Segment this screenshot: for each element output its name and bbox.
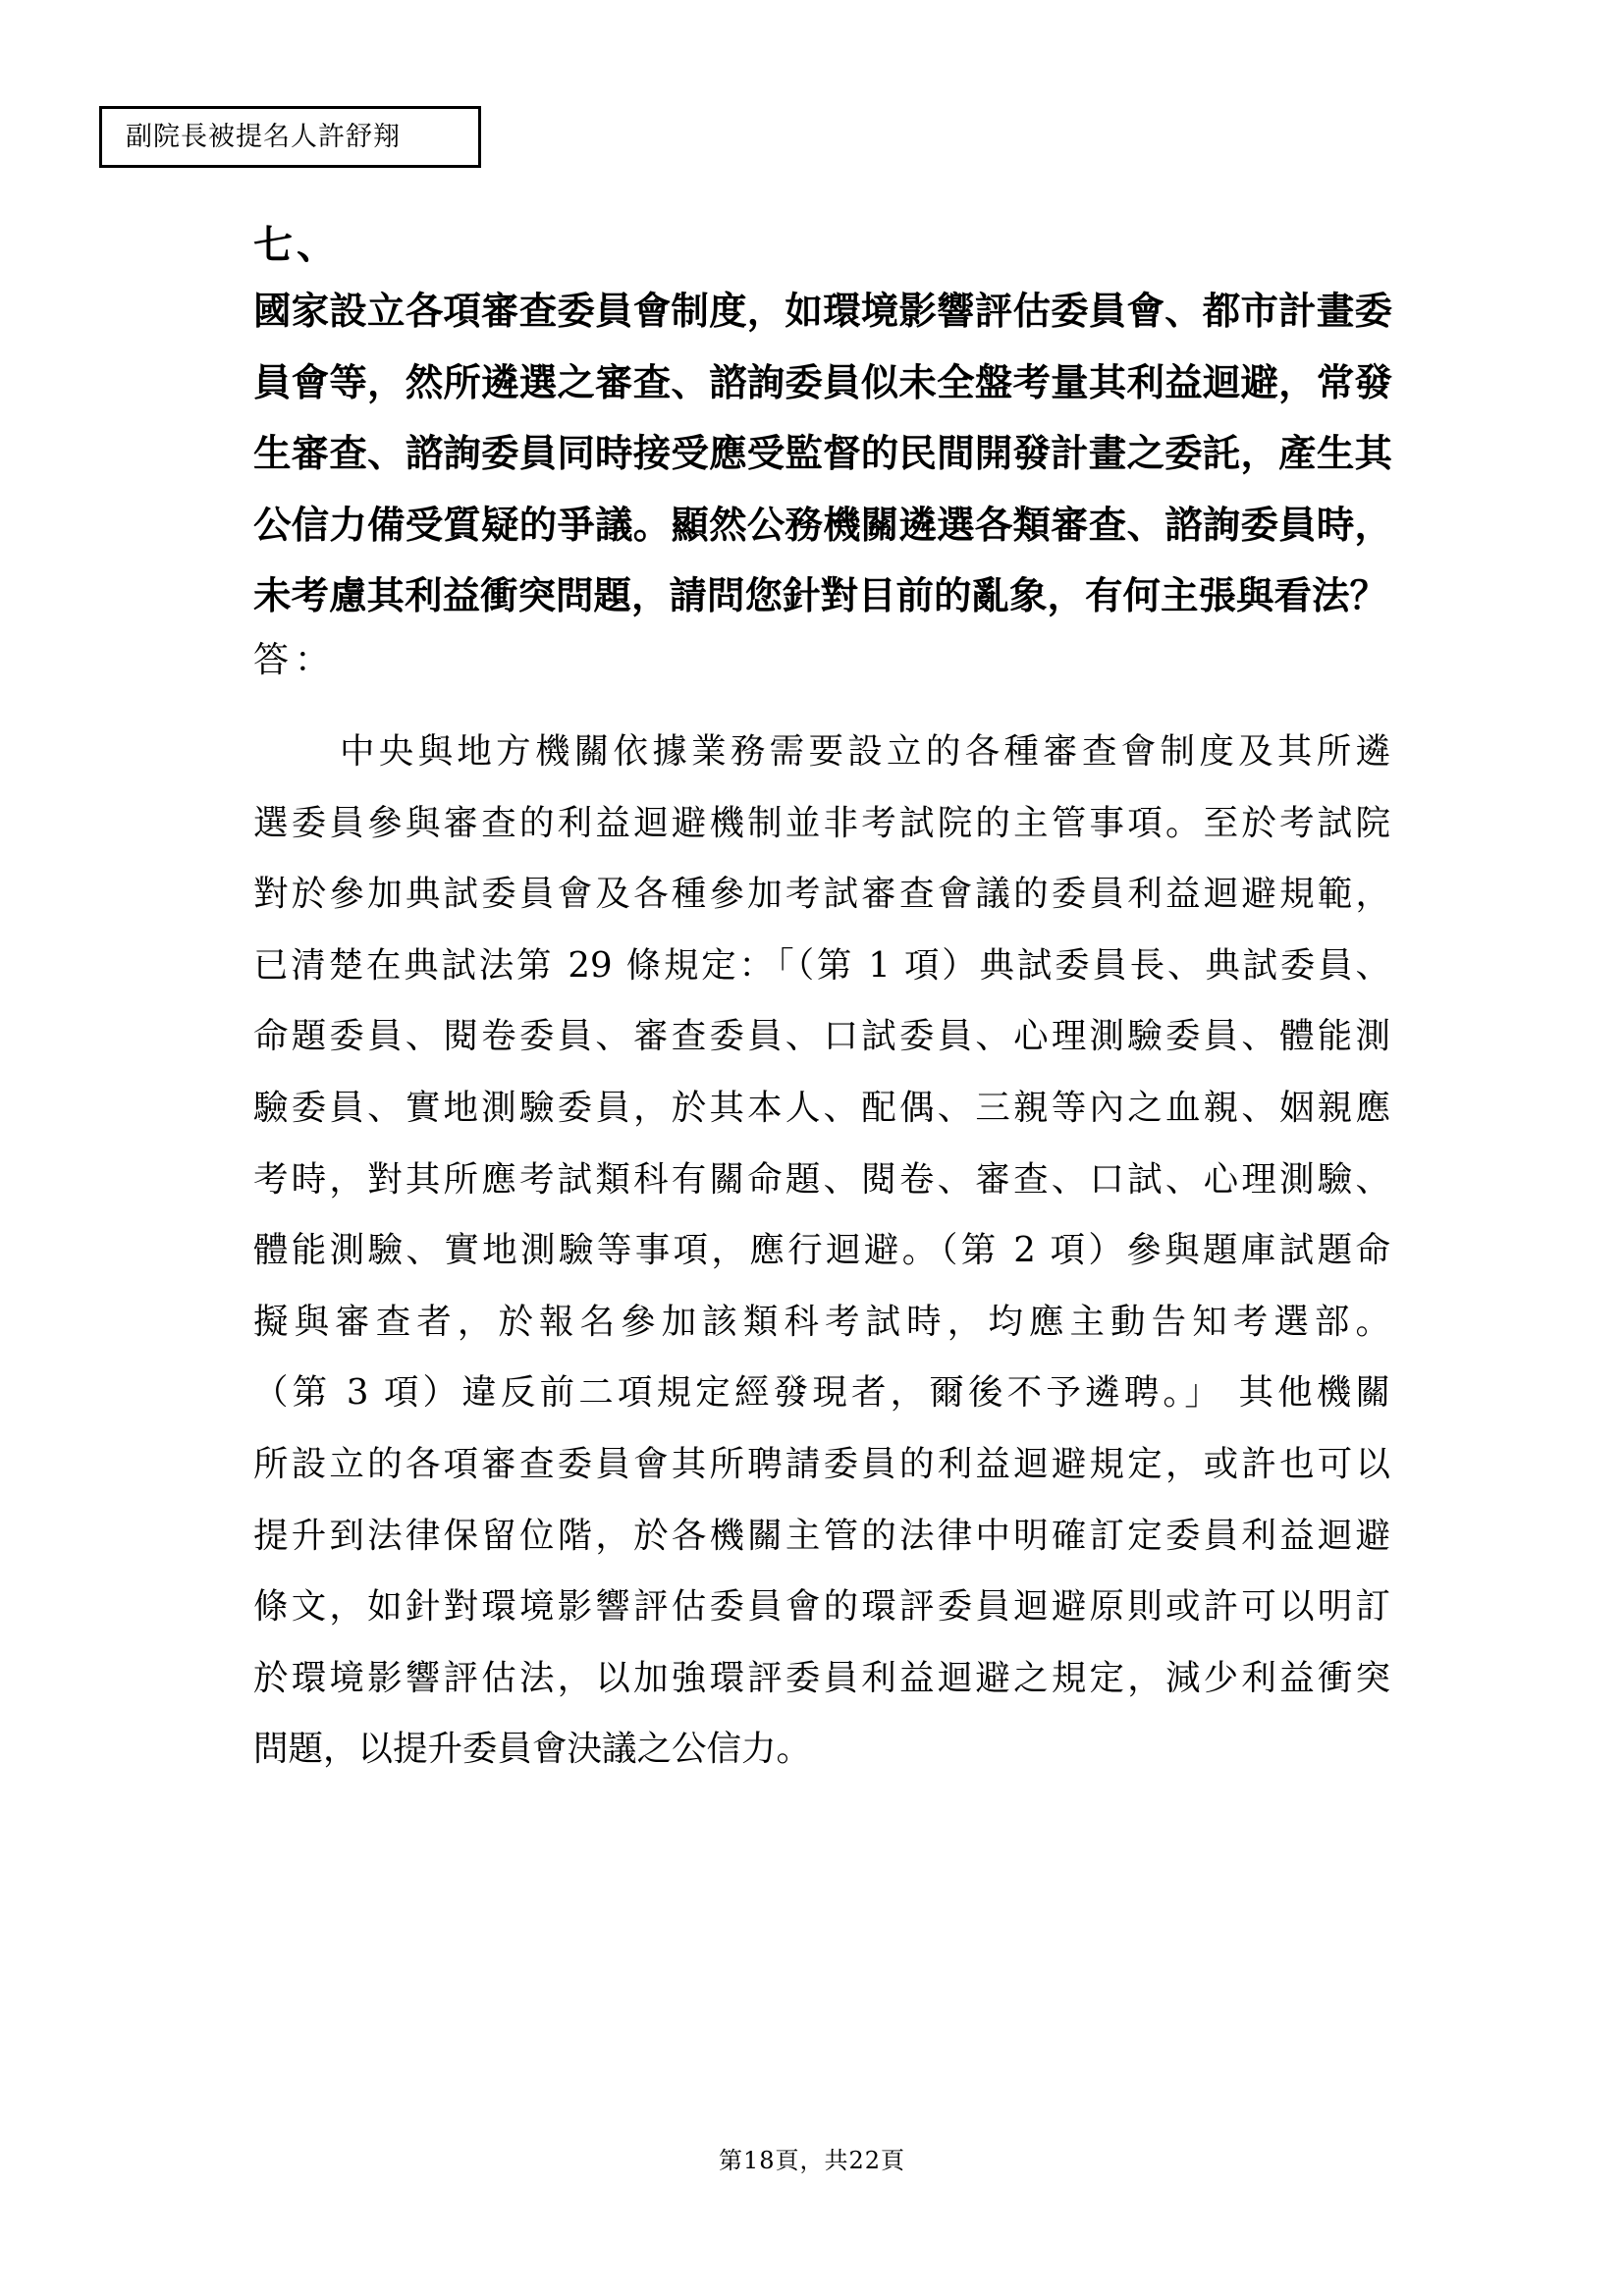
- page-footer: 第18頁，共22頁: [718, 2147, 906, 2174]
- answer-line: 條文，如針對環境影響評估委員會的環評委員迴避原則或許可以明訂: [253, 1586, 1390, 1628]
- answer-line: （第 3 項）違反前二項規定經發現者，爾後不予遴聘。」 其他機關: [253, 1372, 1390, 1414]
- answer-line: 已清楚在典試法第 29 條規定：「（第 1 項）典試委員長、典試委員、: [253, 944, 1390, 986]
- answer-line: 對於參加典試委員會及各種參加考試審查會議的委員利益迴避規範，: [253, 874, 1390, 915]
- question-line: 員會等，然所遴選之審查、諮詢委員似未全盤考量其利益迴避，常發: [253, 360, 1392, 405]
- answer-line: 問題，以提升委員會決議之公信力。: [253, 1729, 812, 1770]
- answer-line: 所設立的各項審查委員會其所聘請委員的利益迴避規定，或許也可以: [253, 1443, 1390, 1484]
- answer-line: 體能測驗、實地測驗等事項，應行迴避。（第 2 項）參與題庫試題命: [253, 1230, 1390, 1271]
- answer-line: 驗委員、實地測驗委員，於其本人、配偶、三親等內之血親、姻親應: [253, 1087, 1390, 1128]
- section-number: 七、: [253, 222, 340, 268]
- question-line: 公信力備受質疑的爭議。顯然公務機關遴選各類審查、諮詢委員時，: [253, 503, 1392, 548]
- answer-line: 提升到法律保留位階，於各機關主管的法律中明確訂定委員利益迴避: [253, 1515, 1390, 1556]
- question-block: [253, 277, 1392, 633]
- answer-line: 擬與審查者，於報名參加該類科考試時，均應主動告知考選部。: [253, 1301, 1390, 1342]
- answer-line: 選委員參與審查的利益迴避機制並非考試院的主管事項。至於考試院: [253, 802, 1390, 843]
- question-line: 生審查、諮詢委員同時接受應受監督的民間開發計畫之委託，產生其: [253, 432, 1392, 476]
- nominee-header-box: 副院長被提名人許舒翔: [99, 106, 481, 168]
- answer-body: [253, 717, 1390, 1786]
- answer-line: 中央與地方機關依據業務需要設立的各種審查會制度及其所遴: [340, 731, 1390, 772]
- answer-line: 命題委員、閱卷委員、審查委員、口試委員、心理測驗委員、體能測: [253, 1016, 1390, 1057]
- answer-line: 於環境影響評估法，以加強環評委員利益迴避之規定，減少利益衝突: [253, 1657, 1390, 1698]
- question-line: 未考慮其利益衝突問題，請問您針對目前的亂象，有何主張與看法？: [253, 574, 1388, 618]
- question-line: 國家設立各項審查委員會制度，如環境影響評估委員會、都市計畫委: [253, 290, 1392, 334]
- answer-line: 考時，對其所應考試類科有關命題、閱卷、審查、口試、心理測驗、: [253, 1158, 1390, 1200]
- answer-label: 答：: [253, 640, 337, 680]
